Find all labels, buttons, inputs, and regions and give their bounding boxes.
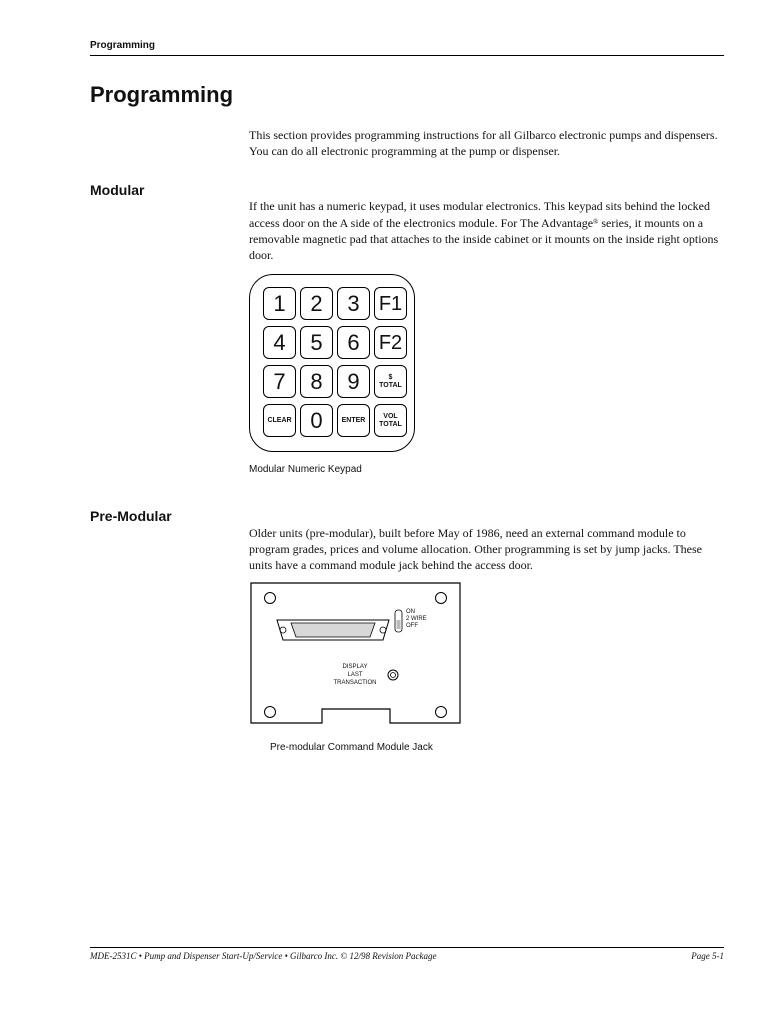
display-last-transaction-label: DISPLAY LAST TRANSACTION — [333, 664, 377, 686]
modular-text-before: If the unit has a numeric keypad, it uses modular electronics. This keypad sits behind the locked access door on the A side of the electronics module. For The Advantage — [249, 199, 710, 230]
intro-paragraph: This section provides programming instructions for all Gilbarco electronic pumps and dispensers. You can do all electronic programming at the pump or dispenser. — [249, 128, 718, 158]
key-3: 3 — [337, 287, 370, 320]
footer-rule — [90, 947, 724, 948]
key-9: 9 — [337, 365, 370, 398]
key-dollar-total: $ TOTAL — [374, 365, 407, 398]
footer-document-info: MDE-2531C • Pump and Dispenser Start-Up/Service • Gilbarco Inc. © 12/98 Revision Package — [90, 951, 437, 961]
registered-mark: ® — [593, 218, 599, 226]
premodular-heading: Pre-Modular — [90, 508, 172, 524]
command-module-jack-diagram — [250, 582, 461, 724]
key-vol-total: VOL TOTAL — [374, 404, 407, 437]
command-module-drawing — [250, 582, 461, 724]
key-8: 8 — [300, 365, 333, 398]
key-5: 5 — [300, 326, 333, 359]
keypad-caption: Modular Numeric Keypad — [249, 464, 362, 475]
key-1: 1 — [263, 287, 296, 320]
switch-lever — [397, 620, 401, 629]
key-4: 4 — [263, 326, 296, 359]
key-7: 7 — [263, 365, 296, 398]
page-title: Programming — [90, 82, 234, 107]
connector-pins — [291, 623, 375, 637]
footer-page-number: Page 5-1 — [691, 951, 724, 961]
premodular-paragraph: Older units (pre-modular), built before May of 1986, need an external command module to program grades, prices and volume allocation. Other programming is set by jump jacks. These units have a command module jack behind the access door. — [249, 526, 702, 572]
header-rule — [90, 55, 724, 56]
running-head: Programming — [90, 40, 156, 51]
key-0: 0 — [300, 404, 333, 437]
modular-heading: Modular — [90, 182, 145, 198]
modular-paragraph — [249, 198, 719, 263]
key-f2: F2 — [374, 326, 407, 359]
key-clear: CLEAR — [263, 404, 296, 437]
key-2: 2 — [300, 287, 333, 320]
module-plate — [251, 583, 460, 723]
key-6: 6 — [337, 326, 370, 359]
key-enter: ENTER — [337, 404, 370, 437]
modular-text-after: series, it mounts on a removable magnetic pad that attaches to the inside cabinet or it mounts on the inside right options door. — [249, 216, 719, 262]
command-module-caption: Pre-modular Command Module Jack — [270, 742, 433, 753]
key-f1: F1 — [374, 287, 407, 320]
modular-numeric-keypad — [249, 274, 415, 452]
two-wire-switch-label: ON 2 WIRE OFF — [406, 609, 427, 629]
